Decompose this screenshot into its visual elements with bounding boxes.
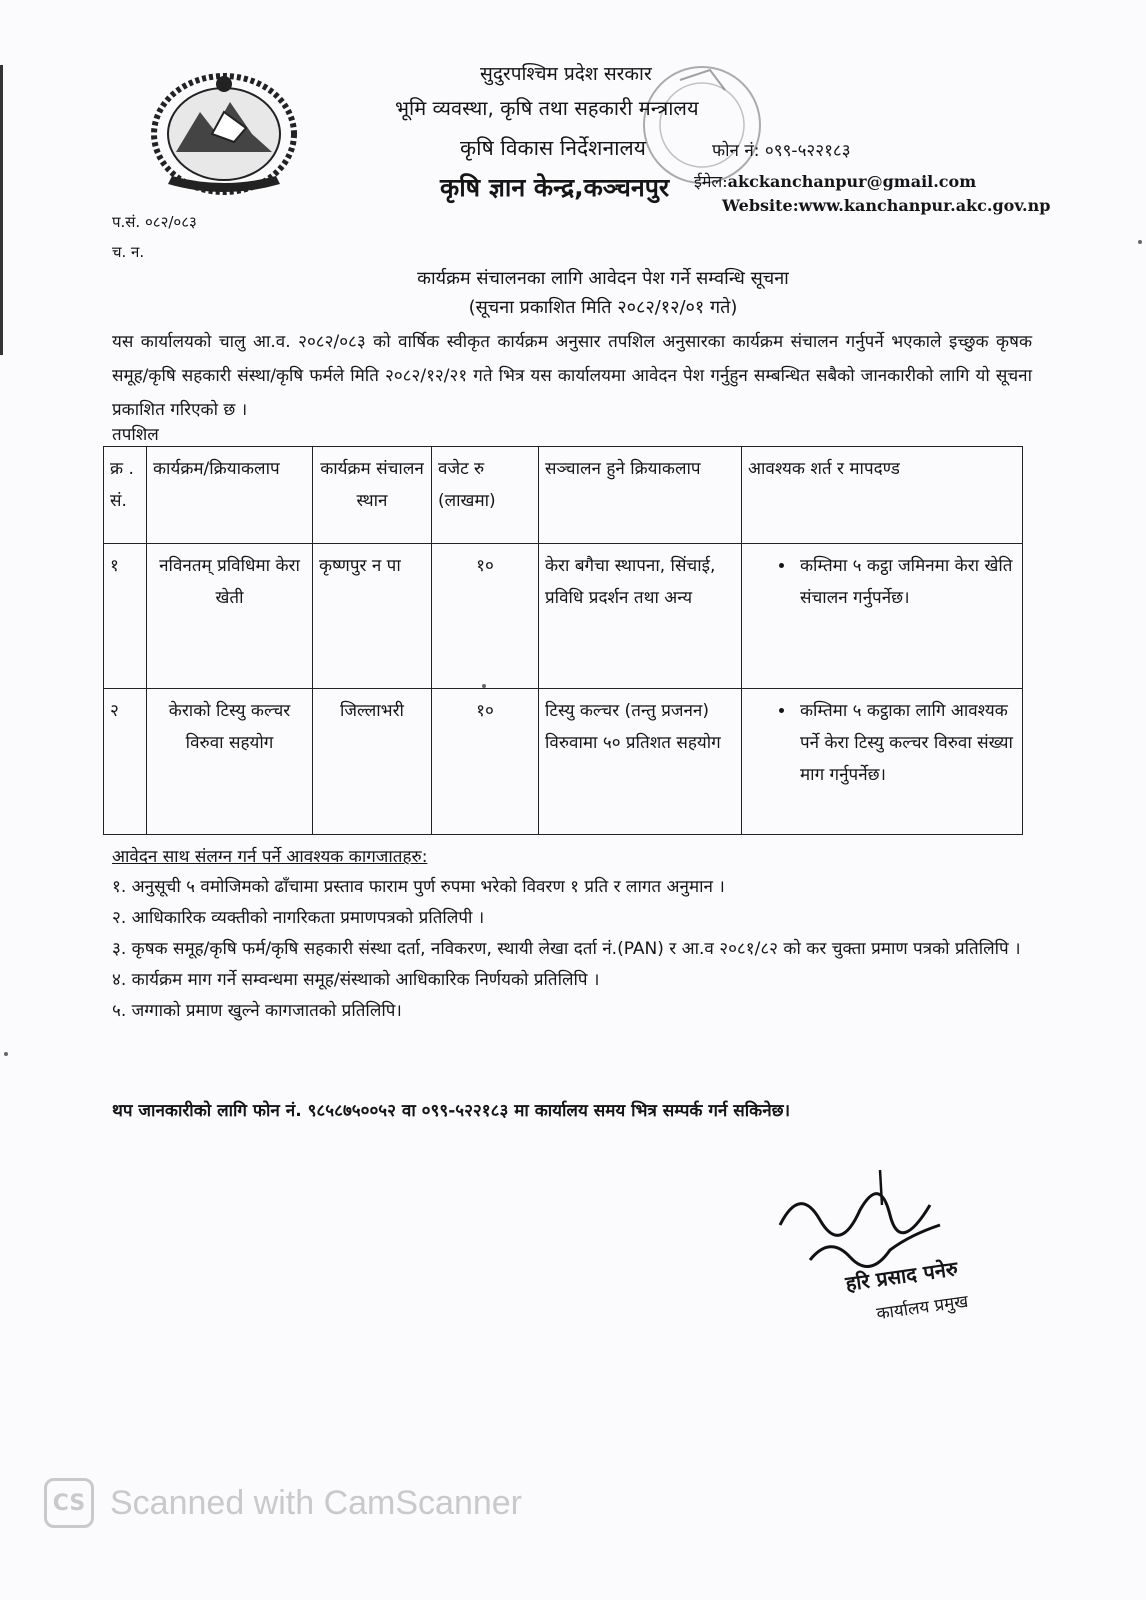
- nepal-emblem-icon: [148, 72, 300, 204]
- cell-place: जिल्लाभरी: [313, 689, 432, 835]
- camscanner-logo-icon: CS: [44, 1478, 94, 1528]
- email-label: ईमेल:: [694, 172, 728, 191]
- cell-sn: २: [104, 689, 147, 835]
- cell-activities: टिस्यु कल्चर (तन्तु प्रजनन) विरुवामा ५० प्रतिशत सहयोग: [539, 689, 742, 835]
- cell-place: कृष्णपुर न पा: [313, 544, 432, 689]
- notice-title: कार्यक्रम संचालनका लागि आवेदन पेश गर्ने सम्वन्धि सूचना: [417, 268, 789, 289]
- program-table: [103, 446, 1023, 835]
- documents-list: [112, 872, 1032, 1027]
- documents-heading: आवेदन साथ संलग्न गर्न पर्ने आवश्यक कागजातहरु:: [112, 847, 428, 867]
- document-item: ३. कृषक समूह/कृषि फर्म/कृषि सहकारी संस्था दर्ता, नविकरण, स्थायी लेखा दर्ता नं.(PAN) र आ.व २०८१/८२ को कर चुक्ता प्रमाण पत्रको प्रतिलिपि ।: [112, 939, 1021, 959]
- table-row: [104, 689, 1023, 835]
- camscanner-text: Scanned with CamScanner: [110, 1483, 523, 1522]
- cell-budget: १०: [432, 689, 539, 835]
- cell-sn: १: [104, 544, 147, 689]
- table-header-row: [104, 447, 1023, 544]
- document-item: ५. जग्गाको प्रमाण खुल्ने कागजातको प्रतिलिपि।: [112, 1001, 402, 1021]
- signatory-name: हरि प्रसाद पनेरु: [843, 1256, 960, 1296]
- contact-note: थप जानकारीको लागि फोन नं. ९८५८७५००५२ वा ०९९-५२२१८३ मा कार्यालय समय भित्र सम्पर्क गर्न सकिनेछ।: [112, 1101, 791, 1121]
- scan-speck: [482, 684, 486, 688]
- header-budget: वजेट रु (लाखमा): [432, 447, 539, 544]
- signatory-title: कार्यालय प्रमुख: [875, 1291, 970, 1325]
- document-item: २. आधिकारिक व्यक्तीको नागरिकता प्रमाणपत्रको प्रतिलिपी ।: [112, 908, 485, 928]
- cell-program: केराको टिस्यु कल्चर विरुवा सहयोग: [147, 689, 313, 835]
- header-place: कार्यक्रम संचालन स्थान: [313, 447, 432, 544]
- criteria-item: • कम्तिमा ५ कट्ठा जमिनमा केरा खेति संचालन गर्नुपर्नेछ।: [796, 550, 1016, 614]
- header-website[interactable]: Website:www.kanchanpur.akc.gov.np: [722, 196, 1051, 215]
- tapashil-label: तपशिल: [112, 425, 159, 445]
- header-sn: क्र . सं.: [104, 447, 147, 544]
- header-ministry: भूमि व्यवस्था, कृषि तथा सहकारी मन्त्रालय: [395, 96, 699, 120]
- header-office: कृषि ज्ञान केन्द्र,कञ्चनपुर: [440, 173, 670, 202]
- notice-subtitle: (सूचना प्रकाशित मिति २०८२/१२/०१ गते): [468, 297, 738, 318]
- cell-criteria: [742, 689, 1023, 835]
- cell-activities: केरा बगैचा स्थापना, सिंचाई, प्रविधि प्रदर्शन तथा अन्य: [539, 544, 742, 689]
- header-phone: फोन नं: ०९९-५२२१८३: [712, 141, 851, 161]
- scan-speck: [1138, 240, 1142, 244]
- table-row: [104, 544, 1023, 689]
- document-item: ४. कार्यक्रम माग गर्ने सम्वन्धमा समूह/संस्थाको आधिकारिक निर्णयको प्रतिलिपि ।: [112, 970, 600, 990]
- header-directorate: कृषि विकास निर्देशनालय: [460, 136, 646, 160]
- header-activities: सञ्चालन हुने क्रियाकलाप: [539, 447, 742, 544]
- email-address[interactable]: akckanchanpur@gmail.com: [727, 172, 977, 191]
- scan-speck: [4, 1052, 8, 1056]
- criteria-item: • कम्तिमा ५ कट्ठाका लागि आवश्यक पर्ने केरा टिस्यु कल्चर विरुवा संख्या माग गर्नुपर्नेछ।: [796, 695, 1016, 791]
- cell-program: नविनतम् प्रविधिमा केरा खेती: [147, 544, 313, 689]
- header-program: कार्यक्रम/क्रियाकलाप: [147, 447, 313, 544]
- header-criteria: आवश्यक शर्त र मापदण्ड: [742, 447, 1023, 544]
- camscanner-watermark: [44, 1478, 522, 1528]
- reference-number: प.सं. ०८२/०८३: [112, 213, 197, 231]
- header-province: सुदुरपश्चिम प्रदेश सरकार: [480, 63, 652, 85]
- document-item: १. अनुसूची ५ वमोजिमको ढाँचामा प्रस्ताव फाराम पुर्ण रुपमा भरेको विवरण १ प्रति र लागत अनुमान ।: [112, 877, 725, 897]
- notice-body: यस कार्यालयको चालु आ.व. २०८२/०८३ को वार्षिक स्वीकृत कार्यक्रम अनुसार तपशिल अनुसारका कार्यक्रम संचालन गर्नुपर्ने भएकाले इच्छुक कृषक समूह/कृषि सहकारी संस्था/कृषि फर्मले मिति २०८२/१२/२१ गते भित्र यस कार्यालयमा आवेदन पेश गर्नुहुन सम्बन्धित सबैको जानकारीको लागि यो सूचना प्रकाशित गरिएको छ ।: [112, 332, 1032, 420]
- cell-budget: १०: [432, 544, 539, 689]
- cell-criteria: [742, 544, 1023, 689]
- header-email: [694, 170, 976, 192]
- dispatch-number: च. न.: [112, 243, 145, 261]
